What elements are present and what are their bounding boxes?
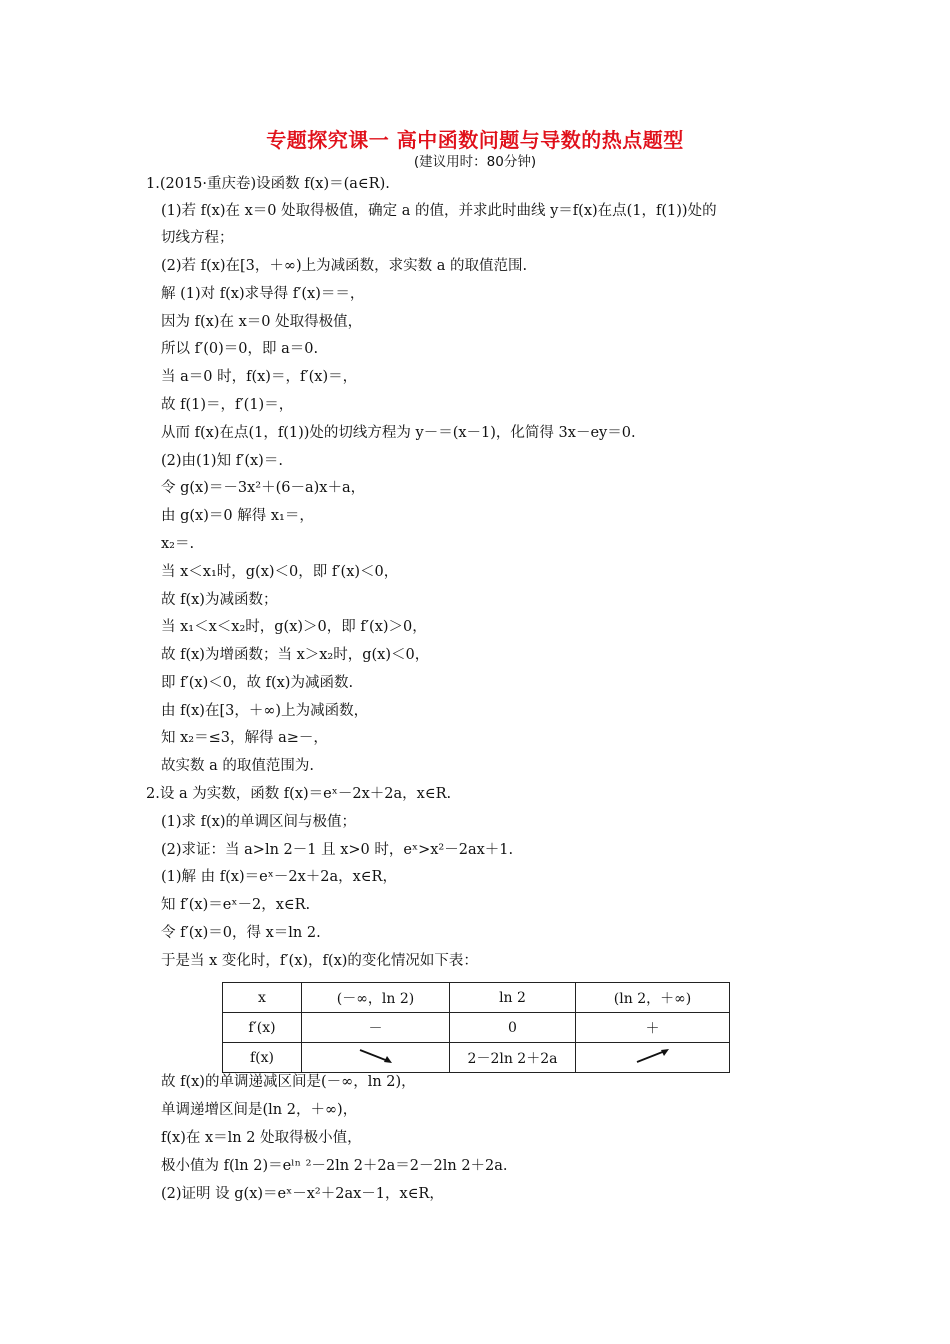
solution-line: 当 a＝0 时，f(x)＝，f′(x)＝，: [161, 369, 358, 385]
decreasing-arrow-icon: [356, 1047, 396, 1065]
table-cell: x: [223, 983, 302, 1013]
solution-line: f(x)在 x＝ln 2 处取得极小值，: [161, 1130, 362, 1146]
table-cell: f′(x): [223, 1013, 302, 1043]
table-row: [223, 1043, 730, 1073]
solution-line: 故 f(x)为减函数；: [161, 592, 278, 608]
solution-line: 极小值为 f(ln 2)＝eˡⁿ ²－2ln 2＋2a＝2－2ln 2＋2a.: [161, 1158, 508, 1174]
solution-line: (1)解 由 f(x)＝eˣ－2x＋2a，x∈R，: [161, 869, 397, 885]
solution-line: 由 g(x)＝0 解得 x₁＝，: [161, 508, 314, 524]
solution-line: x₂＝.: [161, 536, 195, 552]
table-cell: ln 2: [450, 983, 576, 1013]
solution-line: 故 f(x)的单调递减区间是(－∞，ln 2)，: [161, 1074, 416, 1090]
solution-line: 单调递增区间是(ln 2，＋∞)，: [161, 1102, 358, 1118]
solution-line: 知 x₂＝≤3，解得 a≥－，: [161, 730, 328, 746]
solution-line: 故 f(1)＝，f′(1)＝，: [161, 397, 294, 413]
decreasing-cell: [302, 1043, 450, 1073]
problem-1-statement: 1.(2015·重庆卷)设函数 f(x)＝(a∈R).: [146, 176, 390, 192]
solution-line: 于是当 x 变化时，f′(x)，f(x)的变化情况如下表：: [161, 953, 478, 969]
problem-1-part-1-cont: 切线方程；: [161, 230, 234, 246]
solution-line: 当 x₁＜x＜x₂时，g(x)＞0，即 f′(x)＞0，: [161, 619, 427, 635]
table-row: [223, 1013, 730, 1043]
problem-2-statement: 2.设 a 为实数，函数 f(x)＝eˣ－2x＋2a，x∈R.: [146, 786, 452, 802]
suggested-time: (建议用时：80分钟): [413, 154, 537, 170]
solution-line: 所以 f′(0)＝0，即 a＝0.: [161, 341, 319, 357]
table-cell: (－∞，ln 2): [302, 983, 450, 1013]
problem-2-part-2: (2)求证：当 a>ln 2－1 且 x>0 时，eˣ>x²－2ax＋1.: [161, 842, 514, 858]
solution-line: 故 f(x)为增函数；当 x＞x₂时，g(x)＜0，: [161, 647, 430, 663]
table-row: [223, 983, 730, 1013]
problem-1-part-1: (1)若 f(x)在 x＝0 处取得极值，确定 a 的值，并求此时曲线 y＝f(x)在点(1，f(1))处的: [161, 203, 717, 219]
solution-line: 从而 f(x)在点(1，f(1))处的切线方程为 y－＝(x－1)，化简得 3x－ey＝0.: [161, 425, 636, 441]
solution-line: 令 g(x)＝－3x²＋(6－a)x＋a，: [161, 480, 366, 496]
solution-line: 知 f′(x)＝eˣ－2，x∈R.: [161, 897, 311, 913]
solution-line: (2)证明 设 g(x)＝eˣ－x²＋2ax－1，x∈R，: [161, 1186, 444, 1202]
problem-1-part-2: (2)若 f(x)在[3，＋∞)上为减函数，求实数 a 的取值范围.: [161, 258, 528, 274]
increasing-cell: [576, 1043, 730, 1073]
solution-line: 解 (1)对 f(x)求导得 f′(x)＝＝，: [161, 286, 365, 302]
table-cell: ＋: [576, 1013, 730, 1043]
variation-table: [222, 982, 730, 1073]
increasing-arrow-icon: [633, 1047, 673, 1065]
solution-line: (2)由(1)知 f′(x)＝.: [161, 453, 283, 469]
table-cell: 0: [450, 1013, 576, 1043]
page-title: 专题探究课一 高中函数问题与导数的热点题型: [266, 128, 684, 152]
solution-line: 因为 f(x)在 x＝0 处取得极值，: [161, 314, 363, 330]
solution-line: 故实数 a 的取值范围为.: [161, 758, 314, 774]
solution-line: 令 f′(x)＝0，得 x＝ln 2.: [161, 925, 321, 941]
table-cell: －: [302, 1013, 450, 1043]
solution-line: 当 x＜x₁时，g(x)＜0，即 f′(x)＜0，: [161, 564, 399, 580]
table-cell: 2－2ln 2＋2a: [450, 1043, 576, 1073]
solution-line: 由 f(x)在[3，＋∞)上为减函数，: [161, 703, 369, 719]
solution-line: 即 f′(x)＜0，故 f(x)为减函数.: [161, 675, 354, 691]
problem-2-part-1: (1)求 f(x)的单调区间与极值；: [161, 814, 357, 830]
table-cell: (ln 2，＋∞): [576, 983, 730, 1013]
table-cell: f(x): [223, 1043, 302, 1073]
